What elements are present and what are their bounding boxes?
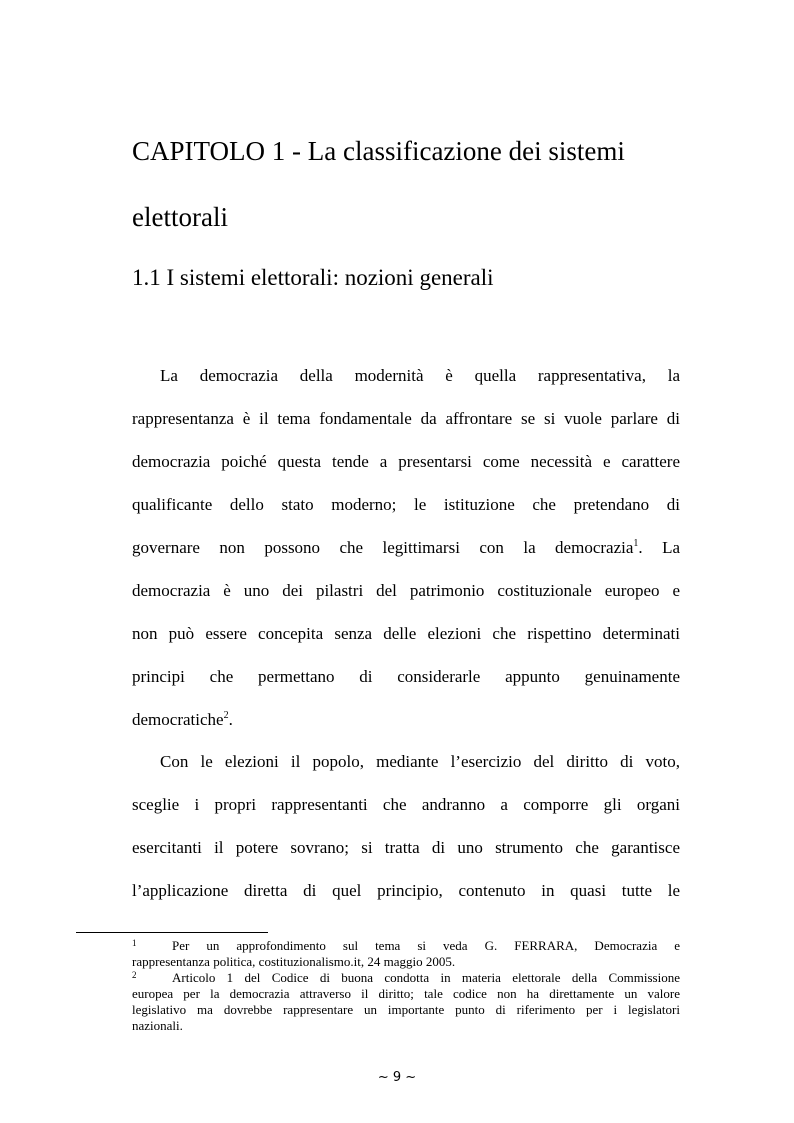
footnote-ref-2[interactable]: 2 bbox=[223, 710, 229, 721]
paragraph-1-line-9 bbox=[132, 698, 680, 741]
paragraph-1-line-9-suffix: . bbox=[228, 710, 233, 729]
chapter-title bbox=[132, 118, 692, 250]
paragraph-2-line-4: l’applicazione diretta di quel principio, contenuto in quasi tutte le bbox=[132, 881, 680, 900]
paragraph-1-line-7: non può essere concepita senza delle elezioni che rispettino determinati bbox=[132, 624, 680, 643]
paragraph-2 bbox=[132, 740, 680, 912]
footnote-1-text-1: Per un approfondimento sul tema si veda G. FERRARA, Democrazia e bbox=[172, 938, 680, 953]
paragraph-1-line-3: democrazia poiché questa tende a presentarsi come necessità e carattere bbox=[132, 452, 680, 471]
footnote-2-line-1: 2 Articolo 1 del Codice di buona condotta in materia elettorale della Commissione bbox=[132, 970, 680, 985]
paragraph-1-line-6: democrazia è uno dei pilastri del patrimonio costituzionale europeo e bbox=[132, 581, 680, 600]
footnote-ref-1[interactable]: 1 bbox=[633, 538, 639, 549]
page-number: ~ 9 ~ bbox=[377, 1070, 417, 1085]
paragraph-1-line-1: La democrazia della modernità è quella rappresentativa, la bbox=[160, 366, 680, 385]
paragraph-2-line-1: Con le elezioni il popolo, mediante l’esercizio del diritto di voto, bbox=[160, 752, 680, 771]
paragraph-1-line-5-text: governare non possono che legittimarsi con la democrazia bbox=[132, 538, 634, 557]
paragraph-1-line-9-text: democratiche bbox=[132, 710, 224, 729]
chapter-title-line-1: CAPITOLO 1 - La classificazione dei sistemi bbox=[132, 136, 625, 166]
footnote-1-line-2: rappresentanza politica, costituzionalismo.it, 24 maggio 2005. bbox=[132, 954, 456, 969]
paragraph-1-line-8: principi che permettano di considerarle appunto genuinamente bbox=[132, 667, 680, 686]
footnote-separator bbox=[76, 932, 268, 933]
paragraph-1-line-5-suffix: . La bbox=[638, 538, 681, 557]
paragraph-2-line-3: esercitanti il potere sovrano; si tratta di uno strumento che garantisce bbox=[132, 838, 680, 857]
paragraph-1-line-4: qualificante dello stato moderno; le istituzione che pretendano di bbox=[132, 495, 680, 514]
footnote-1-line-1: 1 Per un approfondimento sul tema si veda G. FERRARA, Democrazia e bbox=[132, 938, 680, 953]
section-title: 1.1 I sistemi elettorali: nozioni generali bbox=[132, 265, 494, 290]
paragraph-2-line-2: sceglie i propri rappresentanti che andranno a comporre gli organi bbox=[132, 795, 680, 814]
chapter-title-line-2: elettorali bbox=[132, 202, 228, 232]
footnote-2-line-2: europea per la democrazia attraverso il diritto; tale codice non ha direttamente un valore bbox=[132, 986, 680, 1001]
footnote-2-text-1: Articolo 1 del Codice di buona condotta in materia elettorale della Commissione bbox=[172, 970, 680, 985]
footnote-2-line-4: nazionali. bbox=[132, 1018, 183, 1033]
paragraph-1-line-5 bbox=[132, 526, 680, 569]
paragraph-1-line-2: rappresentanza è il tema fondamentale da affrontare se si vuole parlare di bbox=[132, 409, 680, 428]
footnote-2-line-3: legislativo ma dovrebbe rappresentare un importante punto di riferimento per i legislatori bbox=[132, 1002, 680, 1017]
paragraph-1 bbox=[132, 354, 680, 741]
footnotes bbox=[132, 938, 680, 1034]
